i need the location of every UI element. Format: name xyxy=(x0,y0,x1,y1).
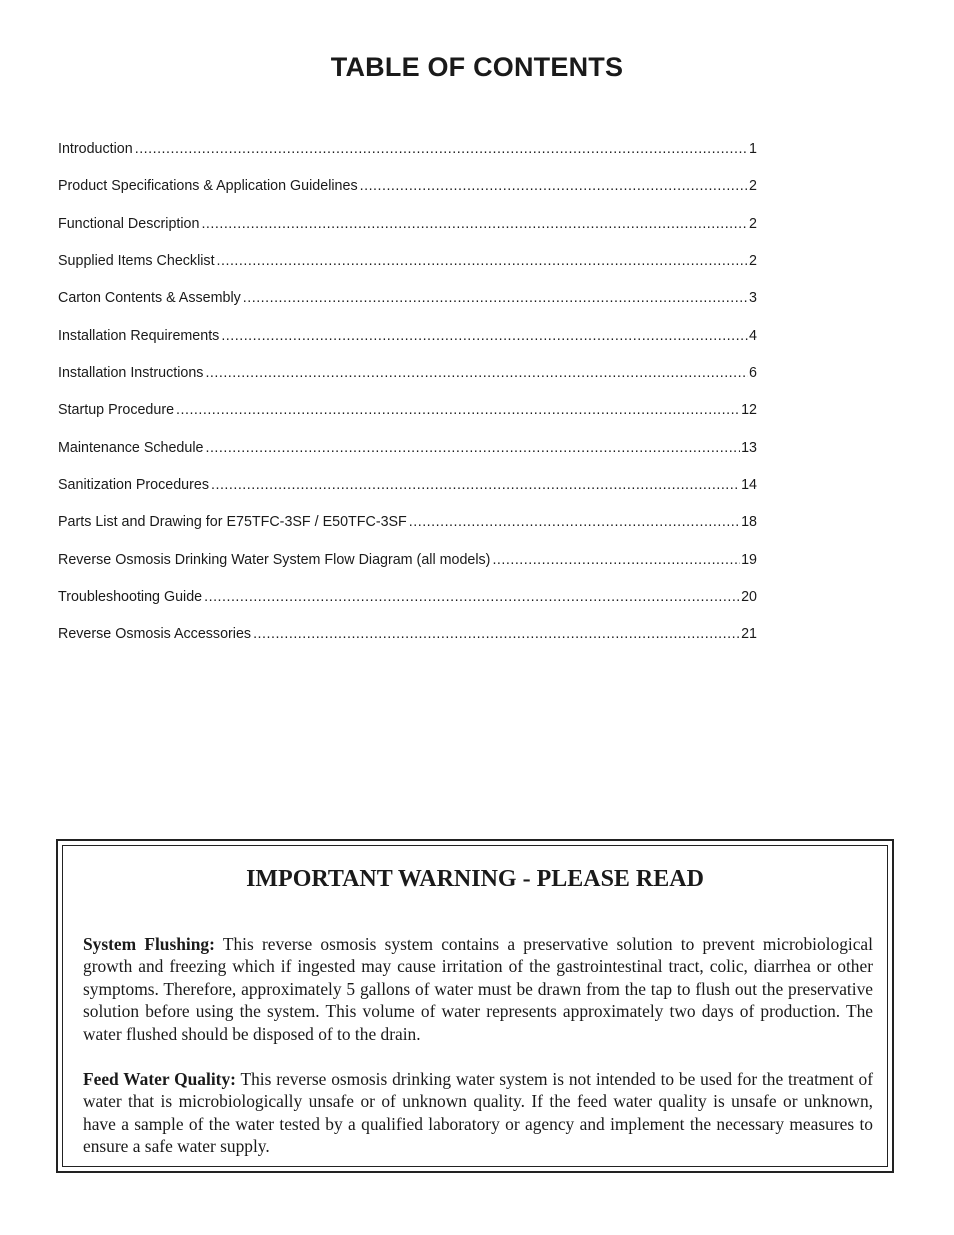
page-title: TABLE OF CONTENTS xyxy=(330,52,624,82)
toc-dot-leader xyxy=(360,178,748,194)
toc-page-number: 12 xyxy=(741,402,757,419)
toc-entry-label: Startup Procedure xyxy=(58,402,175,419)
toc-dot-leader xyxy=(211,477,740,493)
toc-entry-flow-diagram xyxy=(58,552,757,589)
toc-dot-leader xyxy=(221,328,748,344)
toc-page-number: 19 xyxy=(741,551,757,568)
toc-entry-maintenance-schedule xyxy=(58,440,757,477)
toc-entry-parts-list xyxy=(58,514,757,551)
toc-entry-sanitization-procedures xyxy=(58,477,757,514)
toc-dot-leader xyxy=(201,216,748,232)
toc-dot-leader xyxy=(205,365,748,381)
toc-entry-startup-procedure xyxy=(58,402,757,439)
toc-page-number: 6 xyxy=(749,365,757,382)
toc-page-number: 2 xyxy=(749,253,757,270)
warning-paragraph-lead: Feed Water Quality: xyxy=(83,1069,236,1089)
toc-entry-functional-description xyxy=(58,216,757,253)
toc-page-number: 18 xyxy=(741,514,757,531)
toc-dot-leader xyxy=(176,402,740,418)
warning-paragraph-lead: System Flushing: xyxy=(83,934,215,954)
toc-entry-label: Installation Requirements xyxy=(58,327,220,344)
warning-paragraph-text: This reverse osmosis system contains a preservative solution to prevent microbiological growth and freezing which if ingested may cause irritation of the gastrointestinal tract, colic, diarrhea or other symptoms. Therefore, approximately 5 gallons of water must be drawn from the tap to flush out the preservative solution before using the system. This volume of water represents approximately two days of production. The water flushed should be disposed of to the drain. xyxy=(83,934,873,1044)
toc-entry-accessories xyxy=(58,626,757,663)
toc-page-number: 21 xyxy=(741,626,757,643)
warning-paragraph-system-flushing xyxy=(83,933,873,1045)
toc-dot-leader xyxy=(204,589,740,605)
toc-entry-installation-instructions xyxy=(58,365,757,402)
table-of-contents xyxy=(58,141,757,664)
toc-entry-label: Introduction xyxy=(58,141,133,157)
toc-page-number: 13 xyxy=(741,439,757,456)
toc-entry-label: Maintenance Schedule xyxy=(58,439,204,456)
toc-dot-leader xyxy=(243,290,748,306)
warning-box xyxy=(56,839,894,1173)
toc-entry-label: Supplied Items Checklist xyxy=(58,253,215,270)
toc-dot-leader xyxy=(135,141,748,157)
toc-dot-leader xyxy=(253,626,740,642)
toc-entry-label: Sanitization Procedures xyxy=(58,477,209,494)
toc-dot-leader xyxy=(205,440,740,456)
toc-entry-label: Troubleshooting Guide xyxy=(58,589,203,606)
warning-paragraph-feed-water-quality xyxy=(83,1068,873,1158)
toc-entry-troubleshooting-guide xyxy=(58,589,757,626)
toc-entry-label: Product Specifications & Application Guidelines xyxy=(58,178,358,195)
toc-dot-leader xyxy=(409,514,740,530)
warning-title: IMPORTANT WARNING - PLEASE READ xyxy=(246,866,704,892)
toc-entry-product-specifications xyxy=(58,178,757,215)
toc-dot-leader xyxy=(492,552,740,568)
toc-entry-label: Parts List and Drawing for E75TFC-3SF / E50TFC-3SF xyxy=(58,514,407,531)
toc-entry-label: Reverse Osmosis Accessories xyxy=(58,626,252,643)
toc-page-number: 2 xyxy=(749,215,757,232)
toc-page-number: 4 xyxy=(749,327,757,344)
toc-entry-introduction xyxy=(58,141,757,178)
toc-page-number: 3 xyxy=(749,290,757,307)
toc-entry-carton-contents xyxy=(58,290,757,327)
toc-dot-leader xyxy=(217,253,749,269)
toc-page-number: 2 xyxy=(749,178,757,195)
toc-entry-label: Functional Description xyxy=(58,215,200,232)
toc-entry-label: Carton Contents & Assembly xyxy=(58,290,241,307)
toc-entry-label: Reverse Osmosis Drinking Water System Flow Diagram (all models) xyxy=(58,551,491,568)
warning-paragraph-text: This reverse osmosis drinking water system is not intended to be used for the treatment of water that is microbiologically unsafe or of unknown quality. If the feed water quality is unsafe or unknown, have a sample of the water tested by a qualified laboratory or agency and implement the necessary measures to ensure a safe water supply. xyxy=(83,1069,873,1157)
warning-box-inner-border xyxy=(62,845,888,1167)
toc-entry-supplied-items-checklist xyxy=(58,253,757,290)
toc-page-number: 14 xyxy=(741,477,757,494)
toc-entry-label: Installation Instructions xyxy=(58,365,204,382)
toc-page-number: 1 xyxy=(749,141,757,157)
toc-page-number: 20 xyxy=(741,589,757,606)
toc-entry-installation-requirements xyxy=(58,328,757,365)
